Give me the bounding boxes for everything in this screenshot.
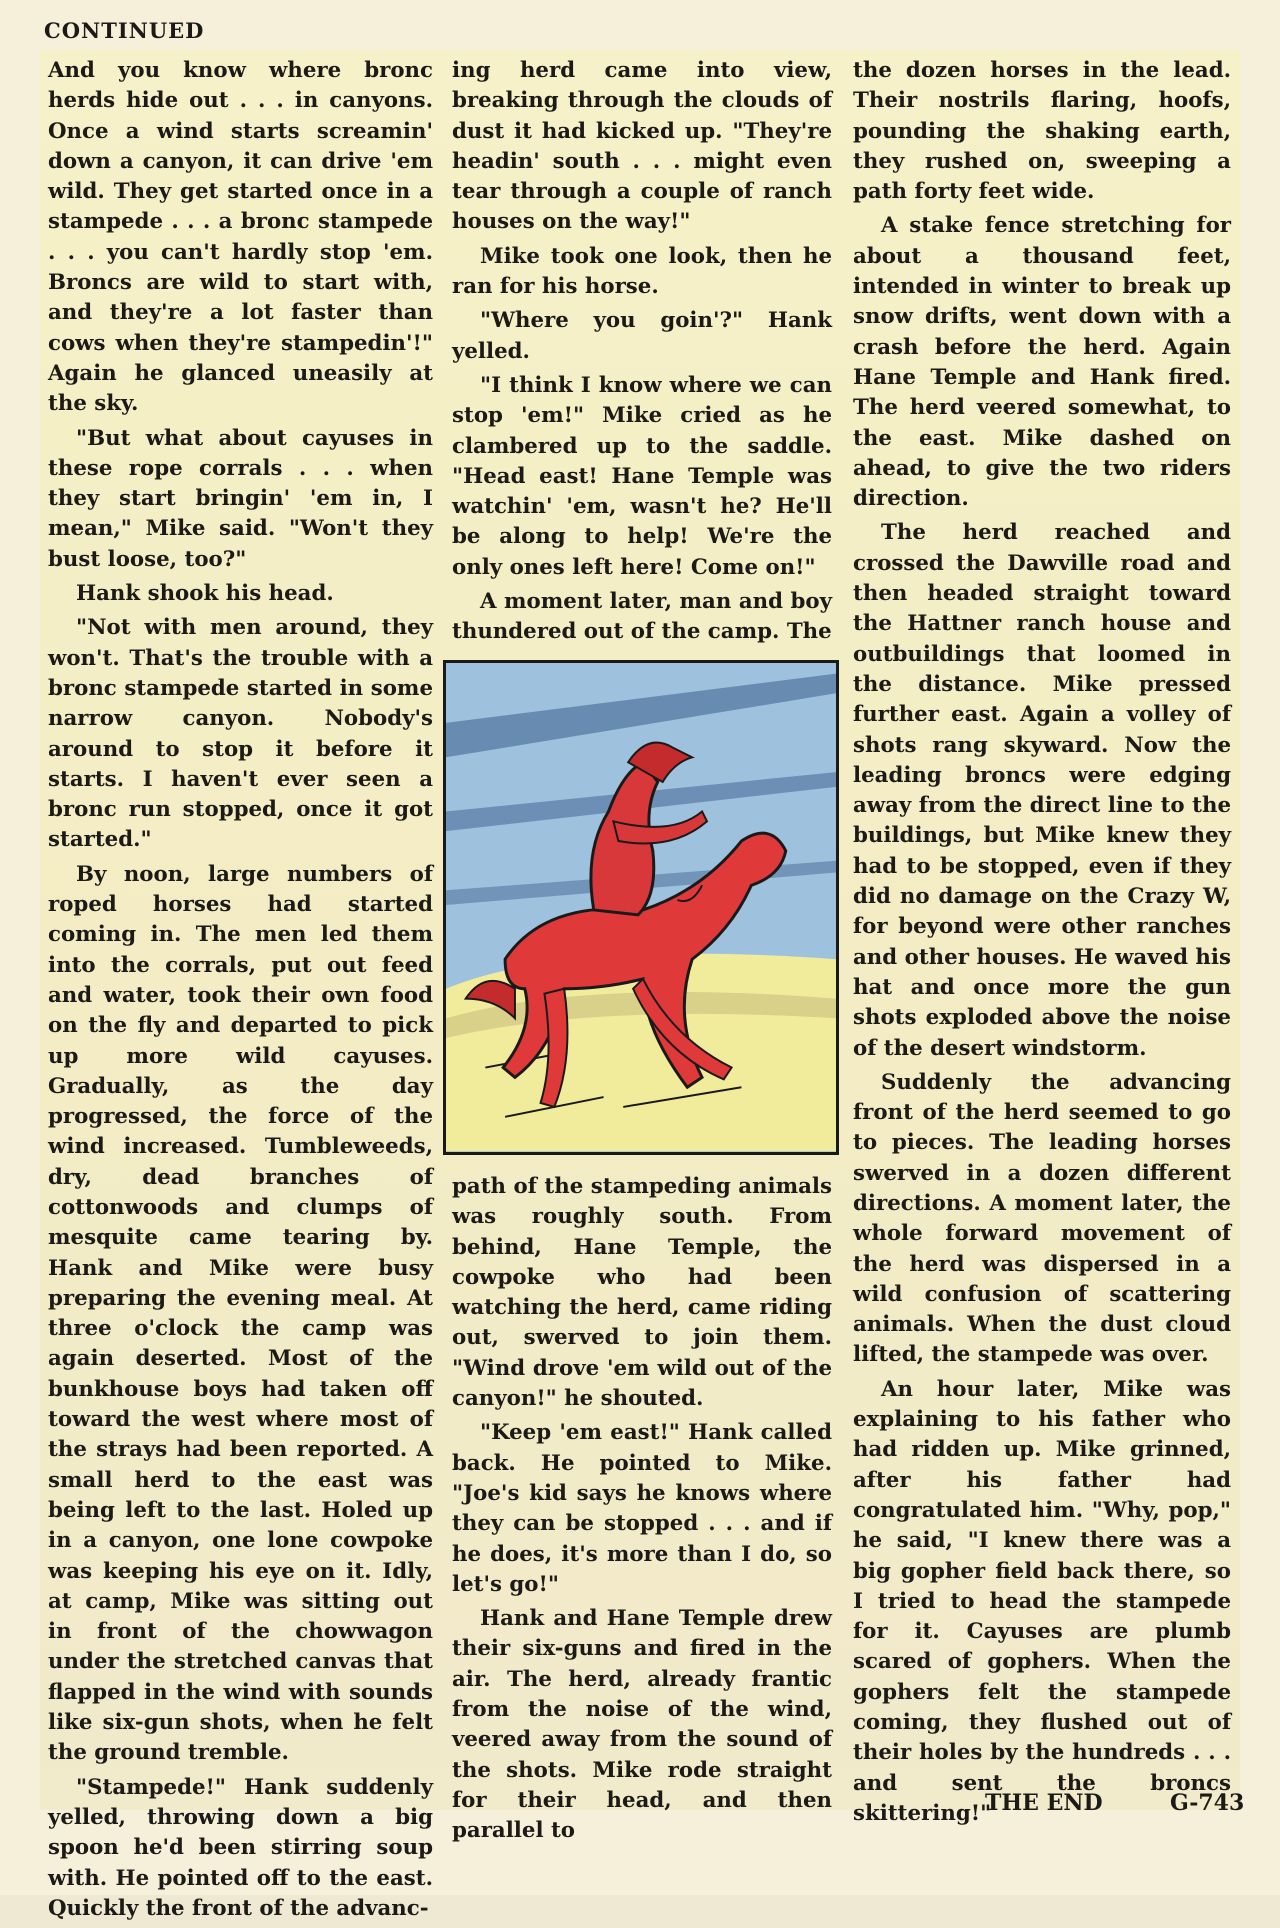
paragraph: Hank shook his head.	[76, 581, 334, 607]
paragraph: "Not with men around, they won't. That's the trouble with a bronc stampede started in some narrow canyon. Nobody's around to stop it before it starts. I haven't ever seen a bronc run stopped, once it got started."	[48, 615, 433, 853]
paragraph: "I think I know where we can stop 'em!" Mike cried as he clambered up to the saddle. "Head east! Hane Temple was watchin' 'em, wasn't he? He'll be along to help! We're the only ones left here! Come on!"	[452, 372, 832, 580]
text-column-2-top	[452, 56, 832, 652]
paragraph: A moment later, man and boy thundered out of the camp. The	[452, 589, 832, 645]
paragraph: An hour later, Mike was explaining to his father who had ridden up. Mike grinned, after his father had congratulated him. "Why, pop," he said, "I knew there was a big gopher field back there, so I tried to head the stampede for it. Cayuses are plumb scared of gophers. When the gophers felt the stampede coming, they flushed out of their holes by the hundreds . . . and sent the broncs skittering!"	[853, 1376, 1231, 1826]
paragraph: Hank and Hane Temple drew their six-guns and fired in the air. The herd, already frantic from the noise of the wind, veered away from the sound of the shots. Mike rode straight for their head, and then parallel to	[452, 1606, 832, 1844]
paragraph: And you know where bronc herds hide out . . . in canyons. Once a wind starts screamin' down a canyon, it can drive 'em wild. They get started once in a stampede . . . a bronc stampede . . . you can't hardly stop 'em. Broncs are wild to start with, and they're a lot faster than cows when they're stampedin'!" Again he glanced uneasily at the sky.	[48, 58, 433, 417]
paragraph: A stake fence stretching for about a thousand feet, intended in winter to break up snow drifts, went down with a crash before the herd. Again Hane Temple and Hank fired. The herd veered somewhat, to the east. Mike dashed on ahead, to give the two riders direction.	[853, 213, 1231, 512]
page-code: G-743	[1170, 1790, 1245, 1816]
paragraph: the dozen horses in the lead. Their nostrils flaring, hoofs, pounding the shaking earth, they rushed on, sweeping a path forty feet wide.	[853, 58, 1231, 205]
paragraph: "Keep 'em east!" Hank called back. He pointed to Mike. "Joe's kid says he knows where they can be stopped . . . and if he does, it's more than I do, so let's go!"	[452, 1420, 832, 1597]
paragraph: The herd reached and crossed the Dawville road and then headed straight toward the Hattner ranch house and outbuildings that loomed in the distance. Mike pressed further east. Again a volley of shots rang skyward. Now the leading broncs were edging away from the direct line to the buildings, but Mike knew they had to be stopped, even if they did no damage on the Crazy W, for beyond were other ranches and other houses. He waved his hat and once more the gun shots exploded above the noise of the desert windstorm.	[853, 520, 1231, 1061]
paragraph: By noon, large numbers of roped horses had started coming in. The men led them into the corrals, put out feed and water, took their own food on the fly and departed to pick up more wild cayuses. Gradually, as the day progressed, the force of the wind increased. Tumbleweeds, dry, dead branches of cottonwoods and clumps of mesquite came tearing by. Hank and Mike were busy preparing the evening meal. At three o'clock the camp was again deserted. Most of the bunkhouse boys had taken off toward the west where most of the strays had been reported. A small herd to the east was being left to the last. Holed up in a canyon, one lone cowpoke was keeping his eye on it. Idly, at camp, Mike was sitting out in front of the chowwagon under the stretched canvas that flapped in the wind with sounds like six-gun shots, when he felt the ground tremble.	[48, 861, 433, 1766]
paragraph: Suddenly the advancing front of the herd seemed to go to pieces. The leading horses swerved in a dozen different directions. A moment later, the whole forward movement of the herd was dispersed in a wild confusion of scattering animals. When the dust cloud lifted, the stampede was over.	[853, 1069, 1231, 1368]
paragraph: "Stampede!" Hank suddenly yelled, throwing down a big spoon he'd been stirring soup with. He pointed off to the east. Quickly the front of the advanc-	[48, 1774, 433, 1921]
paragraph: ing herd came into view, breaking through the clouds of dust it had kicked up. "They're headin' south . . . might even tear through a couple of ranch houses on the way!"	[452, 58, 832, 235]
rider-illustration	[443, 660, 839, 1155]
paragraph: Mike took one look, then he ran for his horse.	[452, 243, 832, 300]
paragraph: "Where you goin'?" Hank yelled.	[452, 308, 832, 364]
text-column-2-bottom	[452, 1172, 832, 1851]
horse-rider-icon	[446, 663, 836, 1152]
text-column-3	[853, 56, 1231, 1833]
paragraph: path of the stampeding animals was roughly south. From behind, Hane Temple, the cowpoke who had been watching the herd, came riding out, swerved to join them. "Wind drove 'em wild out of the canyon!" he shouted.	[452, 1174, 832, 1412]
text-column-1	[48, 56, 433, 1928]
paragraph: "But what about cayuses in these rope corrals . . . when they start bringin' 'em in, I mean," Mike said. "Won't they bust loose, too?"	[48, 425, 433, 572]
continued-label: CONTINUED	[44, 18, 205, 43]
the-end-label: THE END	[985, 1790, 1103, 1816]
